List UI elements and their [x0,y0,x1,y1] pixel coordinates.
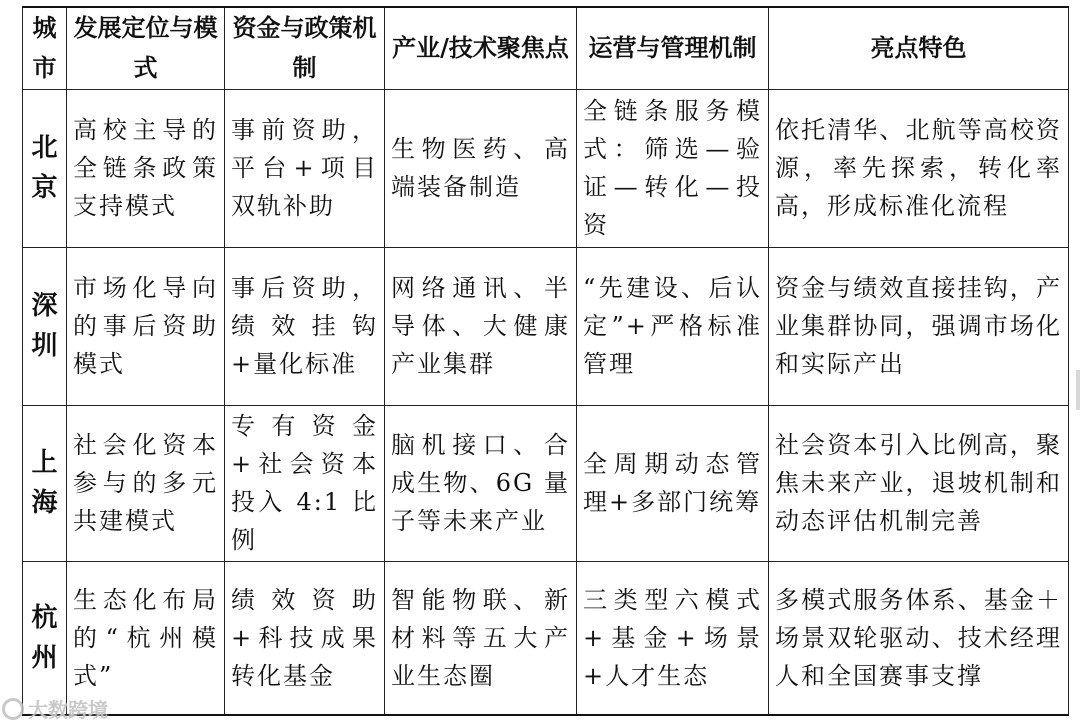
comparison-table-wrapper [22,6,1068,716]
cell-positioning: 高校主导的全链条政策支持模式 [67,89,225,247]
table-row-hangzhou [23,561,1069,715]
table-header-row [23,7,1069,89]
watermark-text: 大数跨境 [28,698,108,722]
brand-logo-icon [2,698,24,720]
cell-industry: 网络通讯、半导体、大健康产业集群 [385,247,577,405]
cell-highlights: 社会资本引入比例高，聚焦未来产业，退坡机制和动态评估机制完善 [769,405,1069,561]
cell-funding: 专有资金+社会资本投入 4:1 比例 [225,405,385,561]
header-funding: 资金与政策机制 [225,7,385,89]
cell-funding: 事后资助，绩效挂钩+量化标准 [225,247,385,405]
header-highlights: 亮点特色 [769,7,1069,89]
cell-operation: 三类型六模式+基金+场景+人才生态 [577,561,769,715]
cell-highlights: 资金与绩效直接挂钩，产业集群协同，强调市场化和实际产出 [769,247,1069,405]
cell-positioning: 社会化资本参与的多元共建模式 [67,405,225,561]
right-edge-divider [1076,370,1080,410]
cell-industry: 脑机接口、合成生物、6G 量子等未来产业 [385,405,577,561]
table-row-beijing [23,89,1069,247]
cell-highlights: 依托清华、北航等高校资源，率先探索，转化率高，形成标准化流程 [769,89,1069,247]
header-industry: 产业/技术聚焦点 [385,7,577,89]
cell-city: 杭州 [23,561,67,715]
cell-operation: 全周期动态管理+多部门统筹 [577,405,769,561]
cell-funding: 事前资助，平台+项目双轨补助 [225,89,385,247]
cell-funding: 绩效资助+科技成果转化基金 [225,561,385,715]
cell-industry: 生物医药、高端装备制造 [385,89,577,247]
table-row-shenzhen [23,247,1069,405]
watermark [2,694,108,723]
cell-city: 北京 [23,89,67,247]
cell-positioning: 生态化布局的“杭州模式” [67,561,225,715]
header-operation: 运营与管理机制 [577,7,769,89]
cell-city: 深圳 [23,247,67,405]
table-row-shanghai [23,405,1069,561]
cell-city: 上海 [23,405,67,561]
header-city: 城市 [23,7,67,89]
header-positioning: 发展定位与模式 [67,7,225,89]
cell-operation: “先建设、后认定”+严格标准管理 [577,247,769,405]
city-comparison-table [22,6,1069,716]
cell-industry: 智能物联、新材料等五大产业生态圈 [385,561,577,715]
cell-positioning: 市场化导向的事后资助模式 [67,247,225,405]
cell-highlights: 多模式服务体系、基金＋场景双轮驱动、技术经理人和全国赛事支撑 [769,561,1069,715]
cell-operation: 全链条服务模式：筛选—验证—转化—投资 [577,89,769,247]
